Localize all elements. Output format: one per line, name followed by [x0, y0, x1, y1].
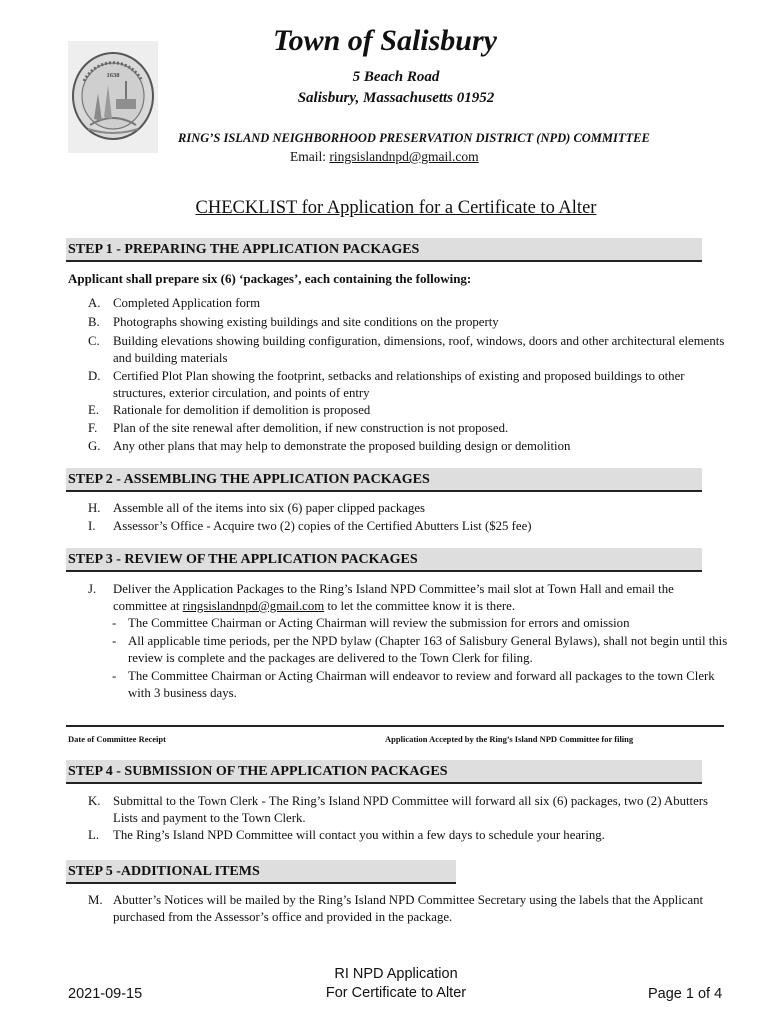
item-text: Photographs showing existing buildings and site conditions on the property	[113, 315, 499, 329]
dash-icon: -	[112, 633, 117, 648]
item-text: Any other plans that may help to demonstrate the proposed building design or demolition	[113, 439, 571, 453]
list-item	[88, 892, 728, 926]
signature-line	[66, 725, 724, 727]
item-letter: K.	[88, 794, 101, 808]
date-receipt-label: Date of Committee Receipt	[68, 734, 166, 744]
email-link[interactable]: ringsislandnpd@gmail.com	[329, 149, 479, 164]
footer-title-line-2: For Certificate to Alter	[325, 985, 467, 1001]
list-item	[88, 518, 728, 535]
item-text: Abutter’s Notices will be mailed by the Ring’s Island NPD Committee Secretary using the labels that the Applicant purchased from the Assessor’s office and provided in the package.	[113, 893, 704, 924]
email-label: Email:	[290, 149, 330, 164]
list-item	[88, 438, 728, 455]
item-text: Assessor’s Office - Acquire two (2) copies of the Certified Abutters List ($25 fee)	[113, 519, 532, 533]
item-letter: D.	[88, 369, 101, 383]
item-text	[113, 581, 728, 615]
item-text: Certified Plot Plan showing the footprint, setbacks and relationships of existing and proposed buildings to other structures, exterior circulation, and points of entry	[113, 369, 685, 400]
dash-icon: -	[112, 668, 117, 683]
bullet-text: The Committee Chairman or Acting Chairman will endeavor to review and forward all packages to the town Clerk with 3 business days.	[128, 669, 715, 700]
step4-heading: STEP 4 - SUBMISSION OF THE APPLICATION PACKAGES	[66, 760, 702, 784]
page-number: Page 1 of 4	[648, 986, 723, 1002]
item-letter: M.	[88, 893, 103, 907]
item-letter: E.	[88, 403, 100, 417]
footer-date: 2021-09-15	[68, 986, 143, 1002]
sub-bullet	[112, 668, 732, 702]
checklist-title: CHECKLIST for Application for a Certificate to Alter	[195, 198, 597, 218]
item-text: Submittal to the Town Clerk - The Ring’s Island NPD Committee will forward all six (6) packages, two (2) Abutters Lists and payment to the Town Clerk.	[113, 794, 709, 825]
committee-email-link[interactable]: ringsislandnpd@gmail.com	[182, 599, 325, 613]
item-letter: H.	[88, 501, 101, 515]
svg-text:1638: 1638	[106, 72, 120, 79]
email-line	[290, 148, 479, 166]
list-item	[88, 333, 728, 367]
list-item	[88, 500, 728, 517]
list-item	[88, 314, 728, 331]
item-letter: J.	[88, 582, 97, 596]
list-item	[88, 368, 728, 402]
item-letter: A.	[88, 296, 101, 310]
town-title: Town of Salisbury	[273, 24, 497, 57]
address-line-1: 5 Beach Road	[352, 69, 440, 85]
footer-title-line-1: RI NPD Application	[334, 966, 458, 982]
item-text-before: Deliver the Application Packages to the Ring’s Island NPD Committee’s mail slot at Town Hall and email the committee at	[113, 582, 674, 613]
step1-heading: STEP 1 - PREPARING THE APPLICATION PACKAGES	[66, 238, 702, 262]
list-item	[88, 295, 728, 312]
item-letter: I.	[88, 519, 96, 533]
dash-icon: -	[112, 615, 117, 630]
list-item	[88, 793, 728, 827]
item-text: Building elevations showing building configuration, dimensions, roof, windows, doors and other architectural elements and building materials	[113, 334, 725, 365]
list-item	[88, 420, 728, 437]
item-letter: B.	[88, 315, 100, 329]
item-text: Plan of the site renewal after demolition, if new construction is not proposed.	[113, 421, 509, 435]
sub-bullet	[112, 615, 732, 632]
item-letter: G.	[88, 439, 101, 453]
item-text: Rationale for demolition if demolition is proposed	[113, 403, 371, 417]
step5-heading: STEP 5 -ADDITIONAL ITEMS	[66, 860, 456, 884]
item-text: The Ring’s Island NPD Committee will contact you within a few days to schedule your hearing.	[113, 828, 605, 842]
step3-heading: STEP 3 - REVIEW OF THE APPLICATION PACKAGES	[66, 548, 702, 572]
step1-intro: Applicant shall prepare six (6) ‘packages’, each containing the following:	[68, 271, 472, 286]
item-letter: F.	[88, 421, 98, 435]
accepted-label: Application Accepted by the Ring’s Island NPD Committee for filing	[385, 734, 634, 744]
bullet-text: The Committee Chairman or Acting Chairman will review the submission for errors and omission	[128, 616, 630, 630]
item-letter: C.	[88, 334, 100, 348]
item-text: Completed Application form	[113, 296, 261, 310]
step2-heading: STEP 2 - ASSEMBLING THE APPLICATION PACKAGES	[66, 468, 702, 492]
list-item	[88, 581, 728, 615]
item-text-after: to let the committee know it is there.	[324, 599, 516, 613]
item-letter: L.	[88, 828, 100, 842]
list-item	[88, 827, 728, 844]
sub-bullet	[112, 633, 732, 667]
bullet-text: All applicable time periods, per the NPD bylaw (Chapter 163 of Salisbury General Bylaws), shall not begin until this review is complete and the packages are delivered to the Town Clerk for filing.	[128, 634, 728, 665]
item-text: Assemble all of the items into six (6) paper clipped packages	[113, 501, 426, 515]
address-line-2: Salisbury, Massachusetts 01952	[297, 90, 495, 106]
committee-name: RING’S ISLAND NEIGHBORHOOD PRESERVATION DISTRICT (NPD) COMMITTEE	[178, 131, 650, 145]
list-item	[88, 402, 728, 419]
